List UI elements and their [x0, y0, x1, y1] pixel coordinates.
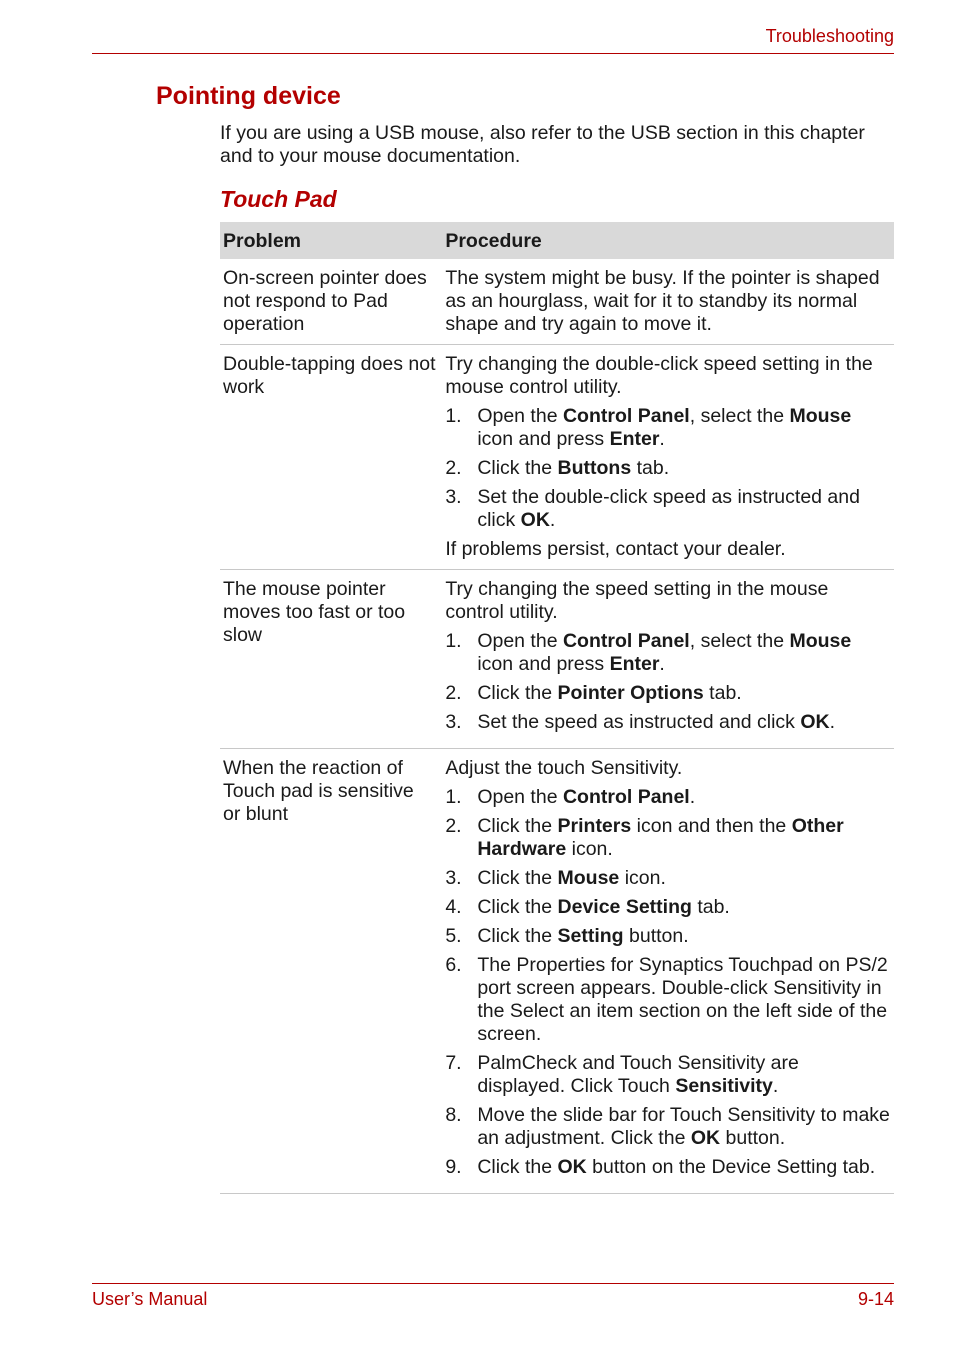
step-number: 1. [445, 786, 462, 808]
step-text-segment: Open the [477, 405, 563, 427]
step-text-segment: . [829, 711, 836, 733]
step-text [477, 630, 891, 676]
step-bold-term: Buttons [557, 457, 632, 479]
procedure-steps [445, 786, 891, 1179]
step-number: 1. [445, 405, 462, 427]
step-text [477, 786, 891, 809]
procedure-intro: Adjust the touch Sensitivity. [445, 757, 683, 779]
subsection-title: Touch Pad [220, 186, 337, 212]
procedure-step [445, 925, 891, 948]
step-text-segment: icon and press [477, 653, 610, 675]
step-number: 2. [445, 815, 462, 837]
step-text-segment: icon and then the [631, 815, 792, 837]
step-bold-term: OK [690, 1127, 721, 1149]
step-number: 2. [445, 457, 462, 479]
step-text [477, 405, 891, 451]
step-text-segment: button. [720, 1127, 786, 1149]
step-text [477, 1156, 891, 1179]
procedure-step [445, 896, 891, 919]
step-text [477, 1052, 891, 1098]
procedure-step [445, 457, 891, 480]
step-number: 9. [445, 1156, 462, 1178]
step-text-segment: tab. [631, 457, 670, 479]
step-bold-term: Control Panel [562, 786, 690, 808]
step-text-segment: Open the [477, 786, 563, 808]
problem-cell: On-screen pointer does not respond to Pad operation [220, 259, 439, 345]
step-text [477, 711, 891, 734]
step-bold-term: Control Panel [562, 405, 690, 427]
procedure-cell [439, 259, 894, 345]
step-bold-term: Pointer Options [557, 682, 704, 704]
step-text-segment: . [549, 509, 556, 531]
step-text-segment: Click the [477, 867, 558, 889]
step-text [477, 815, 891, 861]
step-text-segment: Move the slide bar for Touch Sensitivity to make an adjustment. Click the [477, 1104, 890, 1149]
step-text [477, 1104, 891, 1150]
table-row [220, 749, 894, 1194]
procedure-step [445, 405, 891, 451]
step-text-segment: tab. [691, 896, 730, 918]
problem-cell: Double-tapping does not work [220, 345, 439, 570]
step-number: 7. [445, 1052, 462, 1074]
step-text-segment: button on the Device Setting tab. [586, 1156, 876, 1178]
running-header: Troubleshooting [765, 26, 894, 46]
step-text [477, 486, 891, 532]
step-text [477, 925, 891, 948]
section-intro: If you are using a USB mouse, also refer to the USB section in this chapter and to your mouse documentation. [220, 122, 865, 167]
section-title: Pointing device [156, 82, 341, 110]
footer-manual-title: User’s Manual [92, 1289, 208, 1309]
step-text [477, 457, 891, 480]
procedure-intro: Try changing the speed setting in the mouse control utility. [445, 578, 829, 623]
column-header-problem: Problem [220, 222, 439, 259]
step-number: 2. [445, 682, 462, 704]
step-number: 8. [445, 1104, 462, 1126]
step-text-segment: icon and press [477, 428, 610, 450]
step-text-segment: Set the double-click speed as instructed and click [477, 486, 860, 531]
table-header-row [220, 222, 894, 259]
step-bold-term: Mouse [557, 867, 620, 889]
step-text-segment: Click the [477, 925, 558, 947]
step-number: 6. [445, 954, 462, 976]
procedure-step [445, 1104, 891, 1150]
procedure-step [445, 954, 891, 1046]
step-text [477, 682, 891, 705]
step-text-segment: icon. [619, 867, 666, 889]
step-text-segment: . [659, 653, 665, 675]
step-bold-term: Control Panel [562, 630, 690, 652]
procedure-step [445, 786, 891, 809]
procedure-intro: The system might be busy. If the pointer is shaped as an hourglass, wait for it to standby its normal shape and try again to move it. [445, 267, 880, 335]
step-bold-term: Printers [557, 815, 632, 837]
step-text [477, 867, 891, 890]
procedure-note: If problems persist, contact your dealer. [445, 538, 786, 560]
step-text-segment: Click the [477, 815, 558, 837]
step-text-segment: Open the [477, 630, 563, 652]
step-text-segment: The Properties for Synaptics Touchpad on PS/2 port screen appears. Double-click Sensitivity in the Select an item section on the left side of the screen. [477, 954, 888, 1045]
troubleshooting-table [220, 222, 894, 1194]
table-row [220, 345, 894, 570]
step-text-segment: . [772, 1075, 779, 1097]
procedure-step [445, 711, 891, 734]
step-number: 5. [445, 925, 462, 947]
step-text-segment: . [689, 786, 696, 808]
step-bold-term: Setting [557, 925, 624, 947]
step-bold-term: Device Setting [557, 896, 692, 918]
procedure-step [445, 1156, 891, 1179]
problem-cell: When the reaction of Touch pad is sensitive or blunt [220, 749, 439, 1194]
step-bold-term: OK [557, 1156, 587, 1178]
problem-cell: The mouse pointer moves too fast or too slow [220, 570, 439, 749]
step-number: 3. [445, 867, 462, 889]
step-number: 3. [445, 486, 462, 508]
step-bold-term: Mouse [789, 630, 852, 652]
step-number: 1. [445, 630, 462, 652]
procedure-step [445, 486, 891, 532]
procedure-intro: Try changing the double-click speed setting in the mouse control utility. [445, 353, 873, 398]
step-text-segment: , select the [689, 630, 790, 652]
column-header-procedure: Procedure [439, 222, 894, 259]
procedure-cell [439, 570, 894, 749]
table-row [220, 259, 894, 345]
step-text-segment: tab. [703, 682, 742, 704]
step-text [477, 954, 891, 1046]
page-number: 9-14 [857, 1289, 894, 1309]
table-row [220, 570, 894, 749]
step-text-segment: PalmCheck and Touch Sensitivity are displayed. Click Touch [477, 1052, 799, 1097]
table-body [220, 259, 894, 1194]
procedure-steps [445, 405, 891, 532]
step-number: 3. [445, 711, 462, 733]
procedure-step [445, 815, 891, 861]
step-text-segment: button. [623, 925, 689, 947]
step-bold-term: Other Hardware [477, 815, 844, 860]
header-divider [92, 53, 894, 54]
step-text-segment: Click the [477, 1156, 558, 1178]
procedure-cell [439, 749, 894, 1194]
step-bold-term: Enter [609, 653, 660, 675]
step-number: 4. [445, 896, 462, 918]
step-text-segment: Click the [477, 457, 558, 479]
footer-divider [92, 1283, 894, 1284]
procedure-step [445, 682, 891, 705]
step-bold-term: Mouse [789, 405, 852, 427]
procedure-step [445, 630, 891, 676]
procedure-step [445, 1052, 891, 1098]
procedure-steps [445, 630, 891, 734]
step-text-segment: icon. [566, 838, 613, 860]
step-text-segment: Click the [477, 896, 558, 918]
step-bold-term: OK [800, 711, 830, 733]
step-text-segment: . [659, 428, 665, 450]
step-text-segment: , select the [689, 405, 790, 427]
step-bold-term: Enter [609, 428, 660, 450]
step-text [477, 896, 891, 919]
step-text-segment: Click the [477, 682, 558, 704]
step-text-segment: Set the speed as instructed and click [477, 711, 801, 733]
step-bold-term: Sensitivity [675, 1075, 773, 1097]
step-bold-term: OK [520, 509, 550, 531]
procedure-step [445, 867, 891, 890]
procedure-cell [439, 345, 894, 570]
